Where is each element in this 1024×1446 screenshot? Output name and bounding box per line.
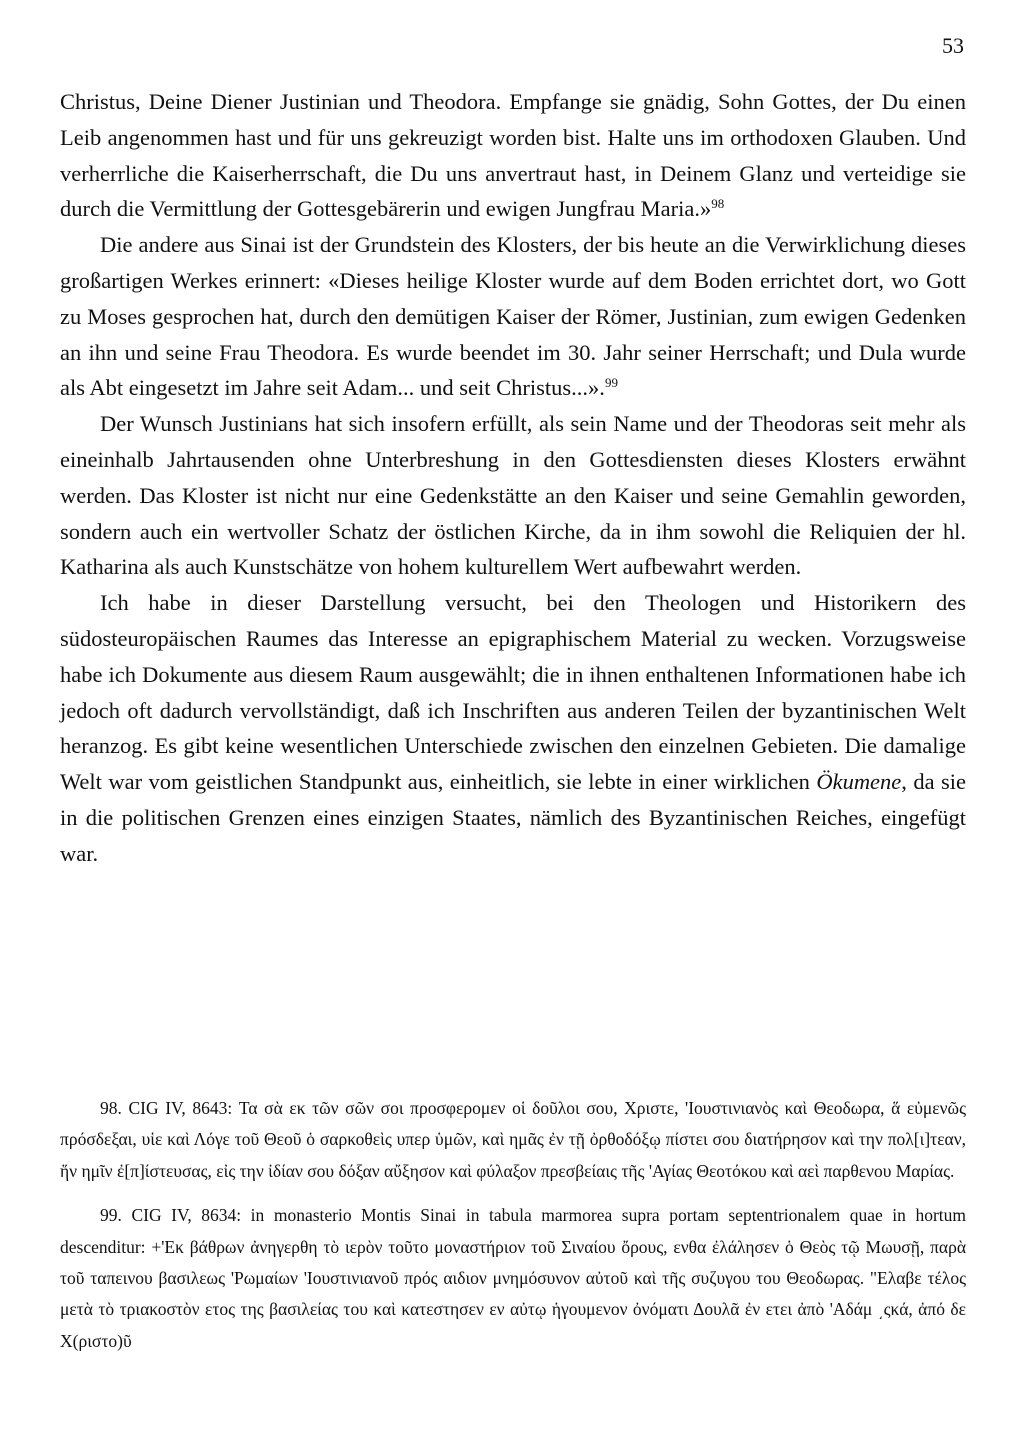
- paragraph-1: [60, 84, 966, 227]
- paragraph-4-text-before: Ich habe in dieser Darstellung versucht, bei den Theologen und Historikern des südosteuropäischen Raumes das Interesse an epigraphischem Material zu wecken. Vorzugsweise habe ich Dokumente aus diesem Raum ausgewählt; die in ihnen enthaltenen Informationen habe ich jedoch oft dadurch vervollständigt, daß ich Inschriften aus anderen Teilen der byzantinischen Welt heranzog. Es gibt keine wesentlichen Unterschiede zwischen den einzelnen Gebieten. Die damalige Welt war vom geistlichen Standpunkt aus, einheitlich, sie lebte in einer wirklichen: [60, 590, 966, 795]
- paragraph-2: [60, 227, 966, 406]
- footnote-number: 98.: [100, 1098, 122, 1118]
- paragraph-4-italic-term: Ökumene: [816, 769, 902, 795]
- footnote-text: CIG IV, 8634: in monasterio Montis Sinai in tabula marmorea supra portam septentrionalem quae in hortum descenditur: +'Εκ βάθρων ἀνηγερθη τὸ ιερὸν τοῦτο μοναστήριον τοῦ Σιναίου ὄρους, ενθα ἐλάλησεν ὁ Θεὸς τῷ Μωυσῇ, παρὰ τοῦ ταπεινου βασιλεως 'Ρωμαίων 'Ιουστινιανοῦ πρός αιδιον μνημόσυνον αὐτοῦ καὶ τῆς συζυγου του Θεοδωρας. "Ελαβε τέλος μετὰ τὸ τριακοστὸν ετος της βασιλείας του καὶ κατεστησεν εν αὐτῳ ἡγουμενον ὀνόματι Δουλᾶ ἐν ετει ἀπὸ 'Αδάμ ͵ςκά, ἀπό δε Χ(ριστο)ῦ: [60, 1205, 966, 1351]
- footnote-99: [60, 1200, 966, 1357]
- footnote-ref-98[interactable]: 98: [711, 196, 725, 212]
- footnote-ref-99[interactable]: 99: [604, 375, 618, 391]
- paragraph-2-text: Die andere aus Sinai ist der Grundstein des Klosters, der bis heute an die Verwirklichung dieses großartigen Werkes erinnert: «Dieses heilige Kloster wurde auf dem Boden errichtet dort, wo Gott zu Moses gesprochen hat, durch den demütigen Kaiser der Römer, Justinian, zum ewigen Gedenken an ihn und seine Frau Theodora. Es wurde beendet im 30. Jahr seiner Herrschaft; und Dula wurde als Abt eingesetzt im Jahre seit Adam... und seit Christus...».: [60, 232, 966, 401]
- footnotes: [60, 1093, 966, 1357]
- paragraph-3: Der Wunsch Justinians hat sich insofern erfüllt, als sein Name und der Theodoras seit mehr als eineinhalb Jahrtausenden ohne Unterbreshung in den Gottesdiensten dieses Klosters erwähnt werden. Das Kloster ist nicht nur eine Gedenkstätte an den Kaiser und seine Gemahlin geworden, sondern auch ein wertvoller Schatz der östlichen Kirche, da in ihm sowohl die Reliquien der hl. Katharina als auch Kunstschätze von hohem kulturellem Wert aufbewahrt werden.: [60, 411, 966, 580]
- page-number: 53: [942, 33, 964, 58]
- main-text: [60, 84, 966, 872]
- footnote-98: [60, 1093, 966, 1187]
- footnote-number: 99.: [100, 1205, 122, 1226]
- paragraph-4: [60, 585, 966, 871]
- paragraph-4-text-after: , da sie in die politischen Grenzen eines einzigen Staates, nämlich des Byzantinischen Reiches, eingefügt war.: [60, 769, 966, 866]
- footnote-text: CIG IV, 8643: Τα σὰ εκ τῶν σῶν σοι προσφερομεν οἱ δοῦλοι σου, Χριστε, 'Ιουστινιανὸς καὶ Θεοδωρα, ἅ εὐμενῶς πρόσδεξαι, υἱε καὶ Λόγε τοῦ Θεοῦ ὁ σαρκοθεὶς υπερ ὑμῶν, καὶ ημᾶς ἐν τῇ ὀρθοδόξῳ πίστει σου διατήρησον καὶ την πολ[ι]τεαν, ἥν ημῖν ἐ[π]ίστευσας, εἰς την ἰδίαν σου δόξαν αὔξησον καὶ φύλαξον πρεσβείαις τῆς 'Αγίας Θεοτόκου καὶ αεὶ παρθενου Μαρίας.: [60, 1098, 967, 1181]
- paragraph-1-text: Christus, Deine Diener Justinian und Theodora. Empfange sie gnädig, Sohn Gottes, der Du einen Leib angenommen hast und für uns gekreuzigt worden bist. Halte uns im orthodoxen Glauben. Und verherrliche die Kaiserherrschaft, die Du uns anvertraut hast, in Deinem Glanz und verteidige sie durch die Vermittlung der Gottesgebärerin und ewigen Jungfrau Maria.»: [60, 89, 966, 222]
